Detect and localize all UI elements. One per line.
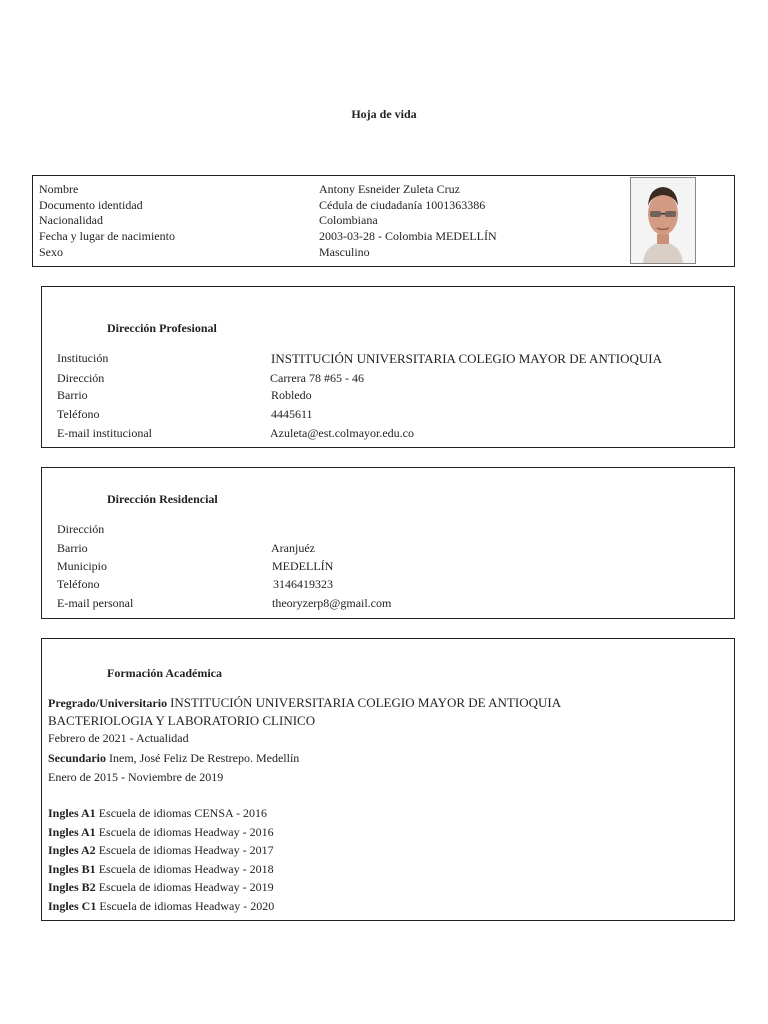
secondary-line bbox=[48, 751, 299, 766]
prof-value-phone: 4445611 bbox=[271, 407, 313, 421]
personal-value-nationality: Colombiana bbox=[319, 213, 378, 227]
english-level: Ingles B2 bbox=[48, 880, 96, 894]
undergrad-institution: INSTITUCIÓN UNIVERSITARIA COLEGIO MAYOR DE ANTIOQUIA bbox=[170, 695, 562, 710]
personal-label-birth: Fecha y lugar de nacimiento bbox=[39, 229, 175, 243]
prof-value-email: Azuleta@est.colmayor.edu.co bbox=[270, 426, 414, 440]
res-label-phone: Teléfono bbox=[57, 577, 100, 591]
english-level: Ingles B1 bbox=[48, 862, 96, 876]
res-label-neighborhood: Barrio bbox=[57, 541, 88, 555]
personal-label-sex: Sexo bbox=[39, 245, 63, 259]
english-level: Ingles A2 bbox=[48, 843, 96, 857]
secondary-dates: Enero de 2015 - Noviembre de 2019 bbox=[48, 770, 224, 784]
personal-value-sex: Masculino bbox=[319, 245, 370, 259]
undergrad-label: Pregrado/Universitario bbox=[48, 696, 168, 710]
personal-value-document: Cédula de ciudadanía 1001363386 bbox=[319, 198, 486, 212]
professional-address-title: Dirección Profesional bbox=[107, 321, 217, 335]
english-item bbox=[48, 843, 274, 858]
personal-value-birth: 2003-03-28 - Colombia MEDELLÍN bbox=[319, 229, 497, 243]
res-label-address: Dirección bbox=[57, 522, 105, 536]
prof-label-institution: Institución bbox=[57, 351, 109, 365]
secondary-institution: Inem, José Feliz De Restrepo. Medellín bbox=[109, 751, 300, 765]
prof-value-neighborhood: Robledo bbox=[271, 388, 312, 402]
education-title: Formación Académica bbox=[107, 666, 222, 680]
res-value-neighborhood: Aranjuéz bbox=[271, 541, 315, 555]
english-level: Ingles C1 bbox=[48, 899, 97, 913]
english-level: Ingles A1 bbox=[48, 806, 96, 820]
undergrad-line bbox=[48, 695, 561, 711]
english-detail: Escuela de idiomas Headway - 2017 bbox=[98, 843, 274, 857]
prof-value-institution: INSTITUCIÓN UNIVERSITARIA COLEGIO MAYOR DE ANTIOQUIA bbox=[271, 351, 662, 366]
prof-value-address: Carrera 78 #65 - 46 bbox=[270, 371, 364, 385]
residential-address-title: Dirección Residencial bbox=[107, 492, 218, 506]
english-detail: Escuela de idiomas Headway - 2018 bbox=[98, 862, 274, 876]
res-label-municipality: Municipio bbox=[57, 559, 107, 573]
page-title: Hoja de vida bbox=[351, 107, 417, 121]
english-level: Ingles A1 bbox=[48, 825, 96, 839]
personal-label-document: Documento identidad bbox=[39, 198, 143, 212]
profile-photo bbox=[630, 177, 696, 264]
english-detail: Escuela de idiomas CENSA - 2016 bbox=[98, 806, 267, 820]
personal-value-name: Antony Esneider Zuleta Cruz bbox=[319, 182, 460, 196]
prof-label-neighborhood: Barrio bbox=[57, 388, 88, 402]
prof-label-email: E-mail institucional bbox=[57, 426, 152, 440]
english-item bbox=[48, 899, 274, 914]
english-detail: Escuela de idiomas Headway - 2019 bbox=[98, 880, 274, 894]
personal-label-nationality: Nacionalidad bbox=[39, 213, 103, 227]
res-label-email: E-mail personal bbox=[57, 596, 134, 610]
personal-label-name: Nombre bbox=[39, 182, 79, 196]
english-detail: Escuela de idiomas Headway - 2020 bbox=[99, 899, 275, 913]
english-item bbox=[48, 880, 274, 895]
res-value-email: theoryzerp8@gmail.com bbox=[272, 596, 392, 610]
english-item bbox=[48, 862, 274, 877]
professional-address-box bbox=[41, 286, 735, 448]
res-value-phone: 3146419323 bbox=[273, 577, 333, 591]
english-detail: Escuela de idiomas Headway - 2016 bbox=[98, 825, 274, 839]
res-value-municipality: MEDELLÍN bbox=[272, 559, 334, 573]
secondary-label: Secundario bbox=[48, 751, 107, 765]
english-item bbox=[48, 806, 267, 821]
undergrad-program: BACTERIOLOGIA Y LABORATORIO CLINICO bbox=[48, 713, 316, 728]
undergrad-dates: Febrero de 2021 - Actualidad bbox=[48, 731, 189, 745]
english-item bbox=[48, 825, 274, 840]
prof-label-address: Dirección bbox=[57, 371, 105, 385]
prof-label-phone: Teléfono bbox=[57, 407, 100, 421]
